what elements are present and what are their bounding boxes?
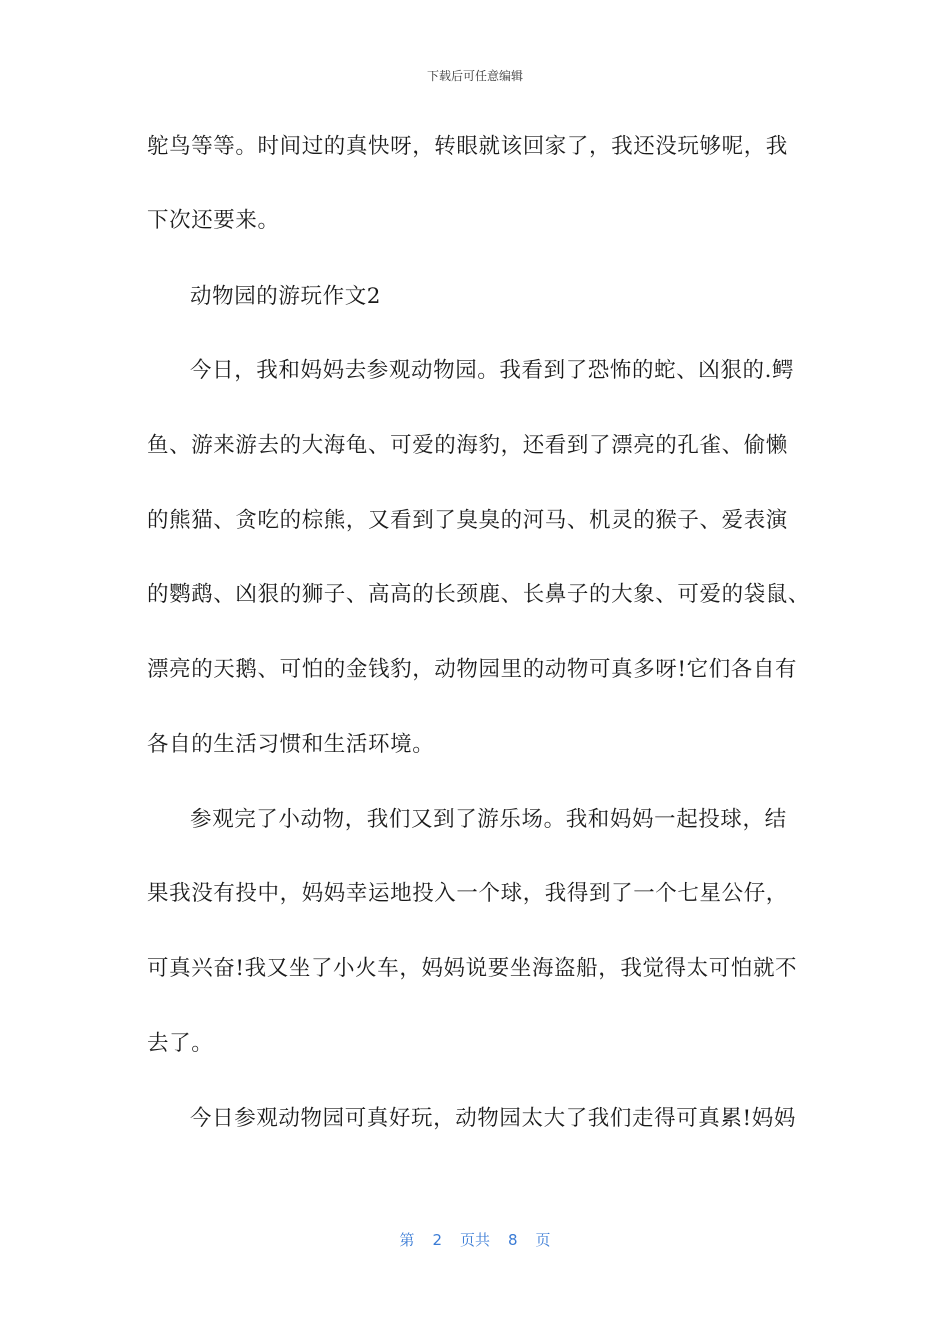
page-footer — [0, 1229, 950, 1250]
body-line: 下次还要来。 — [147, 208, 280, 233]
body-line: 参观完了小动物，我们又到了游乐场。我和妈妈一起投球，结 — [190, 807, 787, 832]
body-line: 漂亮的天鹅、可怕的金钱豹，动物园里的动物可真多呀!它们各自有 — [147, 657, 798, 682]
section-heading: 动物园的游玩作文2 — [190, 284, 382, 309]
body-line: 各自的生活习惯和生活环境。 — [147, 732, 435, 757]
page-label-suffix: 页 — [535, 1231, 551, 1249]
body-line: 鸵鸟等等。时间过的真快呀，转眼就该回家了，我还没玩够呢，我 — [147, 134, 788, 159]
body-line: 果我没有投中，妈妈幸运地投入一个球，我得到了一个七星公仔， — [147, 881, 788, 906]
page-label-mid: 页共 — [459, 1231, 490, 1249]
page-total-number: 8 — [508, 1231, 518, 1249]
body-line: 去了。 — [147, 1031, 214, 1056]
body-line: 鱼、游来游去的大海龟、可爱的海豹，还看到了漂亮的孔雀、偷懒 — [147, 433, 788, 458]
page-label-prefix: 第 — [399, 1231, 415, 1249]
body-line: 今日参观动物园可真好玩，动物园太大了我们走得可真累!妈妈 — [190, 1106, 796, 1131]
body-line: 可真兴奋!我又坐了小火车，妈妈说要坐海盗船，我觉得太可怕就不 — [147, 956, 798, 981]
body-line: 的鹦鹉、凶狠的狮子、高高的长颈鹿、长鼻子的大象、可爱的袋鼠、 — [147, 582, 811, 607]
body-line: 的熊猫、贪吃的棕熊，又看到了臭臭的河马、机灵的猴子、爱表演 — [147, 508, 788, 533]
page-current-number: 2 — [432, 1231, 442, 1249]
body-line: 今日，我和妈妈去参观动物园。我看到了恐怖的蛇、凶狠的.鳄 — [190, 358, 795, 383]
page-header: 下载后可任意编辑 — [426, 69, 523, 83]
